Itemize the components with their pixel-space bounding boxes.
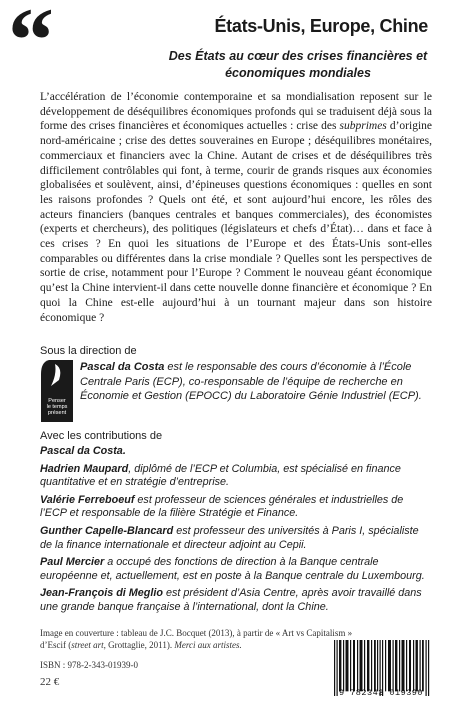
collection-logo-text: Penser le temps présent [46, 398, 68, 416]
direction-label: Sous la direction de [40, 345, 137, 357]
contributions-label: Avec les contributions de [40, 430, 163, 442]
cover-image-credit: Image en couverture : tableau de J.C. Bocquet (2013), à partir de « Art vs Capitalism » d’Escif (street art, Grottaglie, 2011). Merci aux artistes. [40, 628, 353, 650]
back-cover-summary: L’accélération de l’économie contemporaine et sa mondialisation reposent sur le développement de déséquilibres économiques profonds qui se traduisent déjà sous la forme des crises financières et économiques actuelles : crise des subprimes d’origine nord-américaine ; crise des dettes souveraines en Europe ; déséquilibres monétaires, commerciaux et financiers avec la Chine. Autant de crises et de déséquilibres très difficilement contrôlables qui font, à terme, courir de grands risques aux économies globalisées et soulèvent, ainsi, d’épineuses questions économiques : quelles en sont les raisons profondes ? Quels ont été, et sont aujourd’hui encore, les rôles des acteurs financiers (banques centrales et banques commerciales), des économistes (experts et chercheurs), des politiques (législateurs et chefs d’État)… dans et face à ces crises ? En quoi les situations de l’Europe et des États-Unis sont-elles comparables ou différentes dans la crise mondiale ? Quelles sont les perspectives de sortie de crise, notamment pour l’Europe ? Comment le nouveau géant économique qu’est la Chine intervient-il dans cette nouvelle donne financière et économique ? En quoi la Chine est-elle aujourd’hui à un tournant majeur dans son histoire économique ? [40, 91, 432, 324]
contributor-item: Jean-François di Meglio est président d’Asia Centre, après avoir travaillé dans une grande banque française à l’international, dont la Chine. [40, 587, 422, 613]
quote-mark-logo: “ [8, 0, 54, 91]
contributor-item: Hadrien Maupard, diplômé de l’ECP et Columbia, est spécialisé en finance quantitative et en stratégie d’entreprise. [40, 462, 401, 489]
director-bio: Pascal da Costa est le responsable des cours d’économie à l’École Centrale Paris (ECP), co-responsable de l’équipe de recherche en Économie et Gestion (EPOCC) du Laboratoire Génie Industriel (ECP). [80, 361, 422, 402]
book-title: États-Unis, Europe, Chine [214, 16, 428, 36]
isbn: ISBN : 978-2-343-01939-0 [40, 660, 138, 670]
book-subtitle: Des États au cœur des crises financières et économiques mondiales [168, 49, 428, 80]
contributor-item: Paul Mercier a occupé des fonctions de direction à la Banque centrale européenne et, actuellement, est en poste à la Banque centrale du Luxembourg. [40, 556, 425, 582]
contributor-item: Valérie Ferreboeuf est professeur de sciences générales et industrielles de l’ECP et responsable de la filière Stratégie et Finance. [40, 493, 404, 520]
contributor-item: Pascal da Costa. [40, 445, 126, 457]
contributor-item: Gunther Capelle-Blancard est professeur des universités à Paris I, spécialiste de la finance internationale et directeur adjoint au Cepii. [40, 524, 419, 551]
barcode-digits: 9 782343 019390 [338, 688, 423, 698]
price: 22 € [40, 676, 60, 688]
contributors-list [40, 445, 432, 619]
